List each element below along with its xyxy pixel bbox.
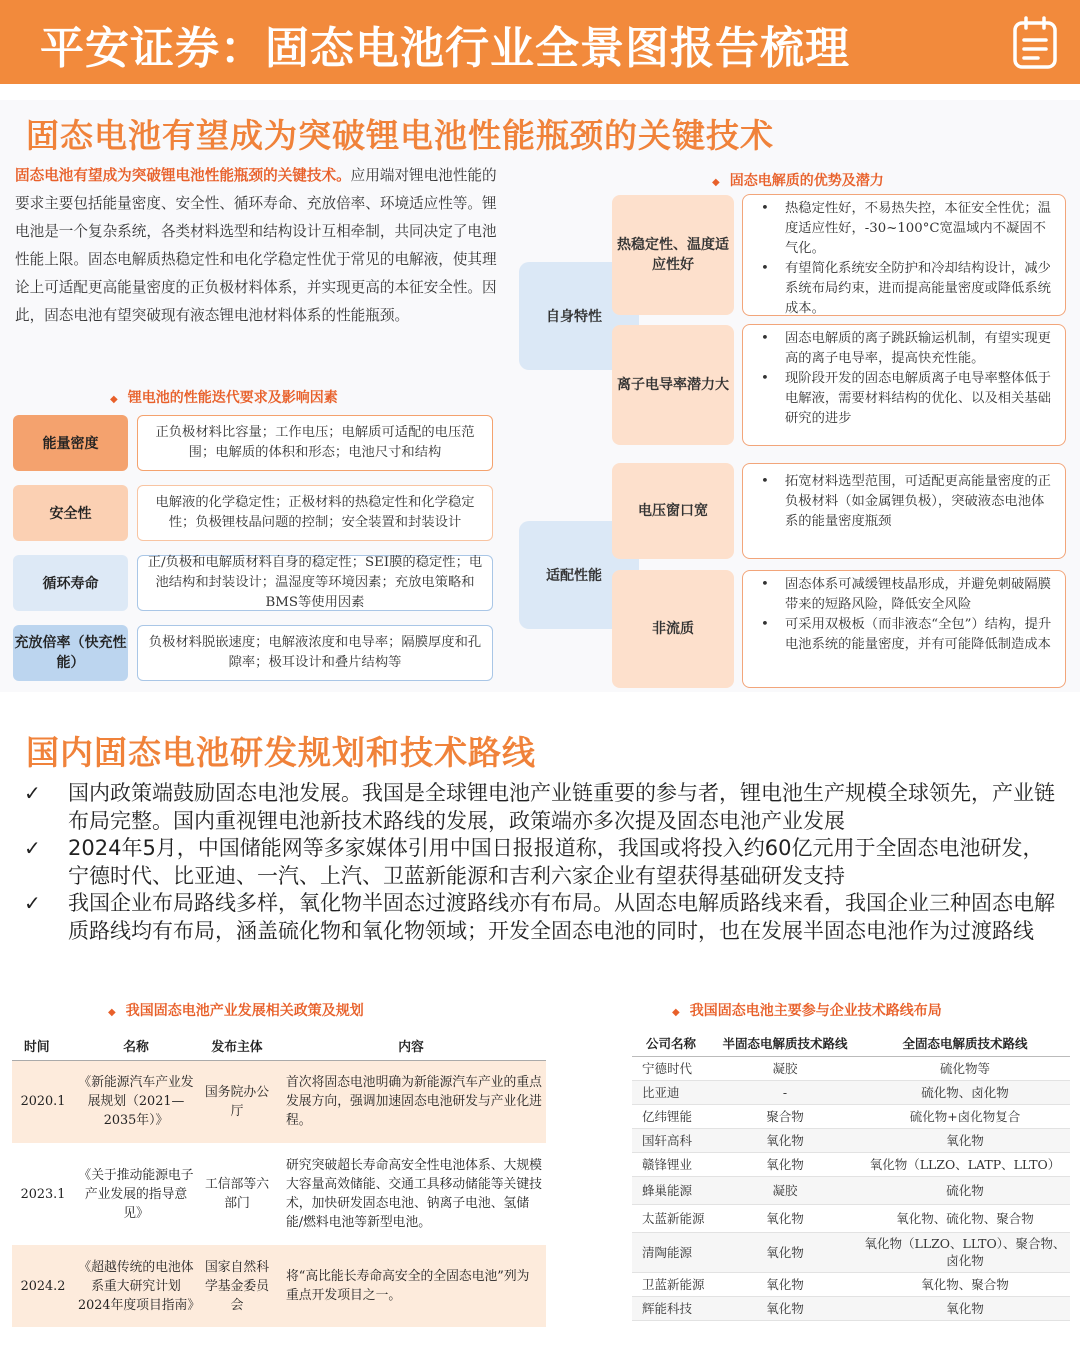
key-point: ✓ 2024年5月，中国储能网等多家媒体引用中国日报报道称，我国或将投入约60亿元用于全固态电池研发，宁德时代、比亚迪、一汽、上汽、卫蓝新能源和吉利六家企业有望获得基础研发支持 — [24, 836, 1044, 888]
adv-label-thermal-stability: 热稳定性、温度适应性好 — [612, 195, 734, 315]
adv-box-voltage-window — [742, 463, 1066, 559]
adv-box-ionic-conductivity — [742, 324, 1066, 446]
table-row: 2020.1 《新能源汽车产业发展规划（2021—2035年）》 国务院办公厅 首次将固态电池明确为新能源汽车产业的重点发展方向，强调加速固态电池研发与产业化进程。 — [12, 1060, 546, 1144]
company-col-header: 全固态电解质技术路线 — [860, 1031, 1070, 1056]
intro-paragraph — [15, 162, 505, 330]
policy-col-header: 名称 — [74, 1032, 198, 1060]
perf-desc-cycle-life: 正/负极和电解质材料自身的稳定性；SEI膜的稳定性；电池结构和封装设计；温湿度等环境因素；充放电策略和BMS等使用因素 — [137, 555, 493, 611]
perf-desc-charge-rate: 负极材料脱嵌速度；电解液浓度和电导率；隔膜厚度和孔隙率；极耳设计和叠片结构等 — [137, 625, 493, 681]
perf-label-charge-rate: 充放倍率（快充性能） — [13, 625, 128, 681]
perf-label-cycle-life: 循环寿命 — [13, 555, 128, 611]
table-row: 2023.1 《关于推动能源电子产业发展的指导意见》 工信部等六部门 研究突破超长寿命高安全性电池体系、大规模大容量高效储能、交通工具移动储能等关键技术，加快研发固态电池、钠离子电池、氢储能/燃料电池等新型电池。 — [12, 1144, 546, 1244]
perf-subtitle: ◆ 锂电池的性能迭代要求及影响因素 — [110, 390, 338, 406]
intro-highlight: 固态电池有望成为突破锂电池性能瓶颈的关键技术。 — [15, 167, 351, 184]
policy-col-header: 发布主体 — [198, 1032, 276, 1060]
group-label-intrinsic: 自身特性 — [546, 309, 602, 325]
adv-subtitle: ◆ 固态电解质的优势及潜力 — [712, 173, 884, 189]
company-header-row — [632, 1031, 1070, 1056]
adv-point: • 热稳定性好，不易热失控，本征安全性优；温度适应性好，-30~100°C宽温域内不凝固不气化。 — [753, 199, 1057, 259]
policy-col-header: 内容 — [276, 1032, 546, 1060]
adv-box-non-fluid — [742, 570, 1066, 688]
adv-point: • 可采用双极板（而非液态“全包”）结构，提升电池系统的能量密度，并有可能降低制造成本 — [753, 615, 1057, 655]
company-col-header: 半固态电解质技术路线 — [710, 1031, 860, 1056]
adv-label-voltage-window: 电压窗口宽 — [612, 463, 734, 559]
table-row: 2024.2 《超越传统的电池体系重大研究计划2024年度项目指南》 国家自然科学基金委员会 将“高比能长寿命高安全的全固态电池”列为重点开发项目之一。 — [12, 1244, 546, 1328]
key-points-list — [24, 780, 1064, 945]
adv-label-ionic-conductivity: 离子电导率潜力大 — [612, 325, 734, 445]
section1-heading: 固态电池有望成为突破锂电池性能瓶颈的关键技术 — [26, 116, 774, 155]
table-row: 宁德时代 凝胶 硫化物等 — [632, 1056, 1070, 1080]
perf-label-energy-density: 能量密度 — [13, 415, 128, 471]
company-table-title: ◆ 我国固态电池主要参与企业技术路线布局 — [672, 1003, 942, 1019]
intro-text: 应用端对锂电池性能的要求主要包括能量密度、安全性、循环寿命、充放倍率、环境适应性等。锂电池是一个复杂系统，各类材料选型和结构设计互相牵制，共同决定了电池性能上限。固态电解质热稳定性和电化学稳定性优于常见的电解液，使其理论上可适配更高能量密度的正负极材料体系，并实现更高的本征安全性。因此，固态电池有望突破现有液态锂电池材料体系的性能瓶颈。 — [15, 167, 497, 324]
perf-label-safety: 安全性 — [13, 485, 128, 541]
checkmark-icon: ✓ — [24, 836, 41, 860]
table-row: 亿纬锂能 聚合物 硫化物+卤化物复合 — [632, 1104, 1070, 1128]
table-row: 卫蓝新能源 氧化物 氧化物、聚合物 — [632, 1272, 1070, 1296]
company-table — [632, 1031, 1070, 1321]
key-point: ✓ 我国企业布局路线多样，氧化物半固态过渡路线亦有布局。从固态电解质路线来看，我国企业三种固态电解质路线均有布局，涵盖硫化物和氧化物领域；开发全固态电池的同时，也在发展半固态电池作为过渡路线 — [24, 891, 1055, 943]
key-point: ✓ 国内政策端鼓励固态电池发展。我国是全球锂电池产业链重要的参与者，锂电池生产规模全球领先，产业链布局完整。国内重视锂电池新技术路线的发展，政策端亦多次提及固态电池产业发展 — [24, 781, 1055, 833]
policy-table-title: ◆ 我国固态电池产业发展相关政策及规划 — [108, 1003, 364, 1019]
page-title: 平安证券：固态电池行业全景图报告梳理 — [40, 23, 850, 74]
table-row: 蜂巢能源 凝胶 硫化物 — [632, 1176, 1070, 1204]
perf-desc-safety: 电解液的化学稳定性；正极材料的热稳定性和化学稳定性；负极锂枝晶问题的控制；安全装置和封装设计 — [137, 485, 493, 541]
adv-point: • 现阶段开发的固态电解质离子电导率整体低于电解液，需要材料结构的优化、以及相关基础研究的进步 — [753, 369, 1057, 429]
table-row: 太蓝新能源 氧化物 氧化物、硫化物、聚合物 — [632, 1204, 1070, 1232]
table-row: 比亚迪 - 硫化物、卤化物 — [632, 1080, 1070, 1104]
table-row: 赣锋锂业 氧化物 氧化物（LLZO、LATP、LLTO） — [632, 1152, 1070, 1176]
company-col-header: 公司名称 — [632, 1031, 710, 1056]
table-row: 国轩高科 氧化物 氧化物 — [632, 1128, 1070, 1152]
policy-header-row — [12, 1032, 546, 1060]
adv-label-non-fluid: 非流质 — [612, 570, 734, 688]
perf-desc-energy-density: 正负极材料比容量；工作电压；电解质可适配的电压范围；电解质的体积和形态；电池尺寸和结构 — [137, 415, 493, 471]
clipboard-list-icon — [1012, 16, 1058, 74]
table-row: 清陶能源 氧化物 氧化物（LLZO、LLTO）、聚合物、卤化物 — [632, 1232, 1070, 1272]
header-banner — [0, 0, 1080, 84]
adv-point: • 固态体系可减缓锂枝晶形成，并避免刺破隔膜带来的短路风险，降低安全风险 — [753, 575, 1057, 615]
table-row: 辉能科技 氧化物 氧化物 — [632, 1296, 1070, 1320]
adv-point: • 拓宽材料选型范围，可适配更高能量密度的正负极材料（如金属锂负极），突破液态电池体系的能量密度瓶颈 — [753, 472, 1057, 532]
policy-table — [12, 1032, 546, 1329]
adv-point: • 固态电解质的离子跳跃输运机制，有望实现更高的离子电导率，提高快充性能。 — [753, 329, 1057, 369]
section2-heading: 国内固态电池研发规划和技术路线 — [26, 733, 536, 772]
policy-col-header: 时间 — [12, 1032, 74, 1060]
adv-box-thermal-stability — [742, 194, 1066, 316]
checkmark-icon: ✓ — [24, 891, 41, 915]
adv-point: • 有望简化系统安全防护和冷却结构设计，减少系统布局约束，进而提高能量密度或降低系统成本。 — [753, 259, 1057, 319]
checkmark-icon: ✓ — [24, 781, 41, 805]
group-label-compatibility: 适配性能 — [546, 568, 602, 584]
